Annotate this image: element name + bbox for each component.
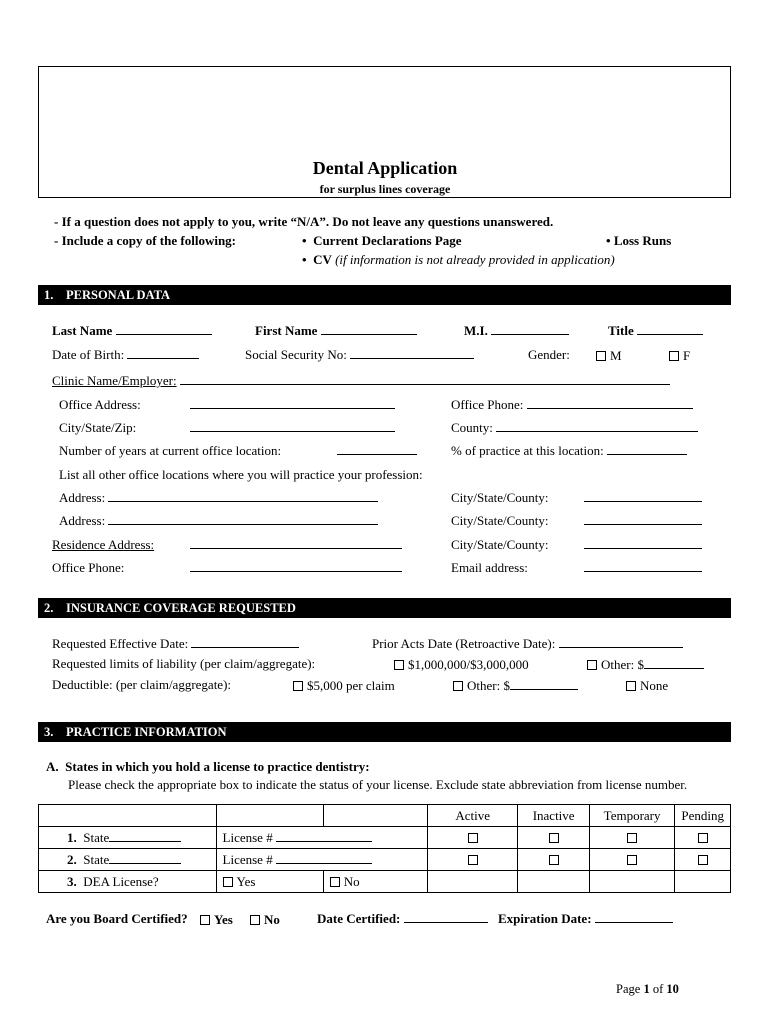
email-label: Email address: <box>451 560 528 575</box>
first-name-field[interactable]: First Name <box>255 323 417 339</box>
city-state-county-1-label: City/State/County: <box>451 490 549 505</box>
section-practice-information: 3. PRACTICE INFORMATION <box>38 722 731 742</box>
residence-address-input[interactable] <box>190 537 402 553</box>
date-certified-field[interactable]: Date Certified: <box>317 911 488 927</box>
limit-1m-3m-checkbox[interactable]: $1,000,000/$3,000,000 <box>394 657 529 673</box>
pct-practice-field[interactable]: % of practice at this location: <box>451 443 687 459</box>
table-header-row <box>39 805 731 827</box>
gender-m-checkbox[interactable]: M <box>596 348 622 364</box>
section-personal-data: 1. PERSONAL DATA <box>38 285 731 305</box>
page-title: Dental Application <box>312 158 458 178</box>
item-declarations: • Current Declarations Page <box>302 233 462 248</box>
row2-active-checkbox[interactable] <box>427 849 518 871</box>
limit-other-checkbox[interactable]: Other: $ <box>587 657 704 673</box>
item-loss-runs: • Loss Runs <box>606 233 672 248</box>
limits-label: Requested limits of liability (per claim/aggregate): <box>52 656 316 671</box>
city-state-zip-label: City/State/Zip: <box>59 420 137 435</box>
office-address-input[interactable] <box>190 397 395 413</box>
other-locations-label: List all other office locations where you will practice your profession: <box>59 467 423 482</box>
header-inactive: Inactive <box>518 805 589 827</box>
title-field[interactable]: Title <box>608 323 703 339</box>
dea-label: 3. DEA License? <box>39 871 217 893</box>
row1-temporary-checkbox[interactable] <box>589 827 674 849</box>
city-state-county-2-label: City/State/County: <box>451 513 549 528</box>
table-row <box>39 849 731 871</box>
row2-temporary-checkbox[interactable] <box>589 849 674 871</box>
instruction-na: - If a question does not apply to you, write “N/A”. Do not leave any questions unanswered. <box>54 214 554 229</box>
page-subtitle: for surplus lines coverage <box>319 182 451 196</box>
deductible-none-checkbox[interactable]: None <box>626 678 668 694</box>
row1-pending-checkbox[interactable] <box>675 827 731 849</box>
city-state-county-3-label: City/State/County: <box>451 537 549 552</box>
page-number: Page 1 of 10 <box>616 982 679 996</box>
board-yes-checkbox[interactable]: Yes <box>200 912 233 928</box>
board-no-checkbox[interactable]: No <box>250 912 280 928</box>
row1-inactive-checkbox[interactable] <box>518 827 589 849</box>
dob-field[interactable]: Date of Birth: <box>52 347 199 363</box>
item-cv: • CV (if information is not already provided in application) <box>302 252 615 267</box>
question-a-note: Please check the appropriate box to indicate the status of your license. Exclude state abbreviation from license number. <box>68 777 688 792</box>
deductible-label: Deductible: (per claim/aggregate): <box>52 677 232 692</box>
effective-date-field[interactable]: Requested Effective Date: <box>52 636 299 652</box>
city-state-county-3-input[interactable] <box>584 537 702 553</box>
years-location-label: Number of years at current office location: <box>59 443 282 458</box>
row2-inactive-checkbox[interactable] <box>518 849 589 871</box>
license-table <box>38 804 731 893</box>
row1-active-checkbox[interactable] <box>427 827 518 849</box>
mi-field[interactable]: M.I. <box>464 323 569 339</box>
table-row <box>39 871 731 893</box>
section-insurance-coverage: 2. INSURANCE COVERAGE REQUESTED <box>38 598 731 618</box>
license-2-field[interactable]: License # <box>216 849 427 871</box>
address-2-field[interactable]: Address: <box>59 513 378 529</box>
county-field[interactable]: County: <box>451 420 698 436</box>
city-state-zip-input[interactable] <box>190 420 395 436</box>
years-location-input[interactable] <box>337 443 417 459</box>
row2-pending-checkbox[interactable] <box>675 849 731 871</box>
deductible-other-checkbox[interactable]: Other: $ <box>453 678 578 694</box>
header-active: Active <box>427 805 518 827</box>
question-a-title: A. States in which you hold a license to practice dentistry: <box>46 759 370 774</box>
address-1-field[interactable]: Address: <box>59 490 378 506</box>
city-state-county-2-input[interactable] <box>584 513 702 529</box>
prior-acts-field[interactable]: Prior Acts Date (Retroactive Date): <box>372 636 683 652</box>
office-address-label: Office Address: <box>59 397 141 412</box>
state-2-field[interactable]: 2. State <box>39 849 217 871</box>
residence-address-label: Residence Address: <box>52 537 155 552</box>
office-phone-2-label: Office Phone: <box>52 560 125 575</box>
email-input[interactable] <box>584 560 702 576</box>
license-1-field[interactable]: License # <box>216 827 427 849</box>
dea-no-checkbox[interactable]: No <box>323 871 427 893</box>
table-row <box>39 827 731 849</box>
header-pending: Pending <box>675 805 731 827</box>
state-1-field[interactable]: 1. State <box>39 827 217 849</box>
gender-f-checkbox[interactable]: F <box>669 348 690 364</box>
last-name-field[interactable]: Last Name <box>52 323 212 339</box>
gender-label: Gender: <box>528 347 570 362</box>
city-state-county-1-input[interactable] <box>584 490 702 506</box>
instruction-include: - Include a copy of the following: <box>54 233 236 248</box>
dea-yes-checkbox[interactable]: Yes <box>216 871 323 893</box>
ssn-field[interactable]: Social Security No: <box>245 347 474 363</box>
expiration-date-field[interactable]: Expiration Date: <box>498 911 673 927</box>
office-phone-field[interactable]: Office Phone: <box>451 397 693 413</box>
clinic-field[interactable]: Clinic Name/Employer: <box>52 373 670 389</box>
board-certified-label: Are you Board Certified? <box>46 911 188 926</box>
header-temporary: Temporary <box>589 805 674 827</box>
deductible-5000-checkbox[interactable]: $5,000 per claim <box>293 678 395 694</box>
office-phone-2-input[interactable] <box>190 560 402 576</box>
